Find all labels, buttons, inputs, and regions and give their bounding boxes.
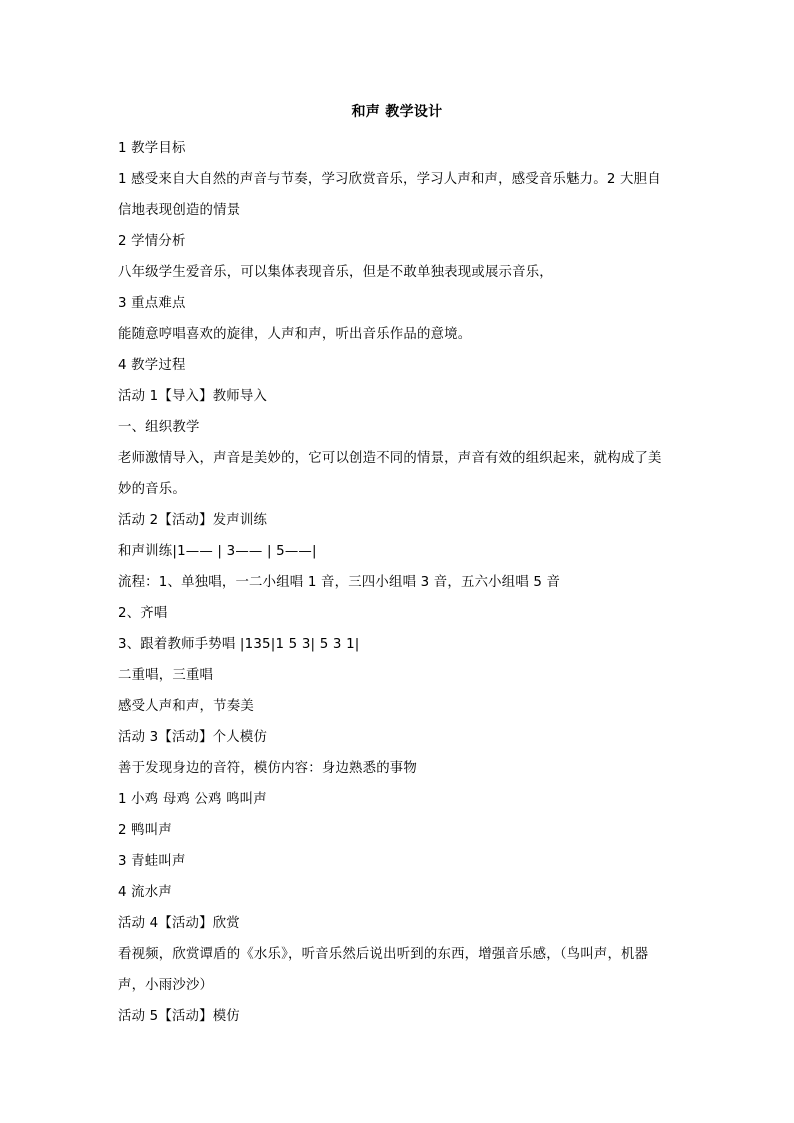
document-title: 和声 教学设计: [351, 104, 443, 120]
paragraph-line: 八年级学生爱音乐，可以集体表现音乐，但是不敢单独表现或展示音乐，: [118, 265, 553, 280]
paragraph-line: 流程：1、单独唱，一二小组唱 1 音，三四小组唱 3 音，五六小组唱 5 音: [118, 575, 561, 590]
paragraph-line: 声，小雨沙沙）: [118, 978, 214, 993]
list-item: 3、跟着教师手势唱 |135|1 5 3| 5 3 1|: [118, 637, 360, 652]
document-body: [118, 133, 678, 1032]
heading-key-points: 3 重点难点: [118, 296, 186, 311]
paragraph-line: 善于发现身边的音符，模仿内容：身边熟悉的事物: [118, 761, 417, 776]
paragraph-line: 老师激情导入，声音是美妙的，它可以创造不同的情景，声音有效的组织起来，就构成了美: [118, 451, 662, 466]
paragraph-line: 妙的音乐。: [118, 482, 186, 497]
activity-heading: 活动 2【活动】发声训练: [118, 513, 268, 528]
heading-teaching-goals: 1 教学目标: [118, 141, 186, 156]
section-heading: 一、组织教学: [118, 420, 200, 435]
list-item: 1 小鸡 母鸡 公鸡 鸣叫声: [118, 792, 267, 807]
list-item: 4 流水声: [118, 885, 172, 900]
activity-heading: 活动 5【活动】模仿: [118, 1009, 240, 1024]
activity-heading: 活动 1【导入】教师导入: [118, 389, 268, 404]
list-item: 3 青蛙叫声: [118, 854, 186, 869]
paragraph-line: 1 感受来自大自然的声音与节奏，学习欣赏音乐，学习人声和声，感受音乐魅力。2 大胆自: [118, 172, 661, 187]
paragraph-line: 二重唱，三重唱: [118, 668, 214, 683]
paragraph-line: 信地表现创造的情景: [118, 203, 241, 218]
activity-heading: 活动 3【活动】个人模仿: [118, 730, 268, 745]
list-item: 2 鸭叫声: [118, 823, 172, 838]
activity-heading: 活动 4【活动】欣赏: [118, 916, 240, 931]
list-item: 2、齐唱: [118, 606, 168, 621]
heading-student-analysis: 2 学情分析: [118, 234, 186, 249]
paragraph-line: 能随意哼唱喜欢的旋律，人声和声，听出音乐作品的意境。: [118, 327, 472, 342]
heading-teaching-process: 4 教学过程: [118, 358, 186, 373]
paragraph-line: 和声训练|1—— | 3—— | 5——|: [118, 544, 317, 559]
paragraph-line: 看视频，欣赏谭盾的《水乐》，听音乐然后说出听到的东西，增强音乐感，（鸟叫声，机器: [118, 947, 649, 962]
paragraph-line: 感受人声和声，节奏美: [118, 699, 254, 714]
